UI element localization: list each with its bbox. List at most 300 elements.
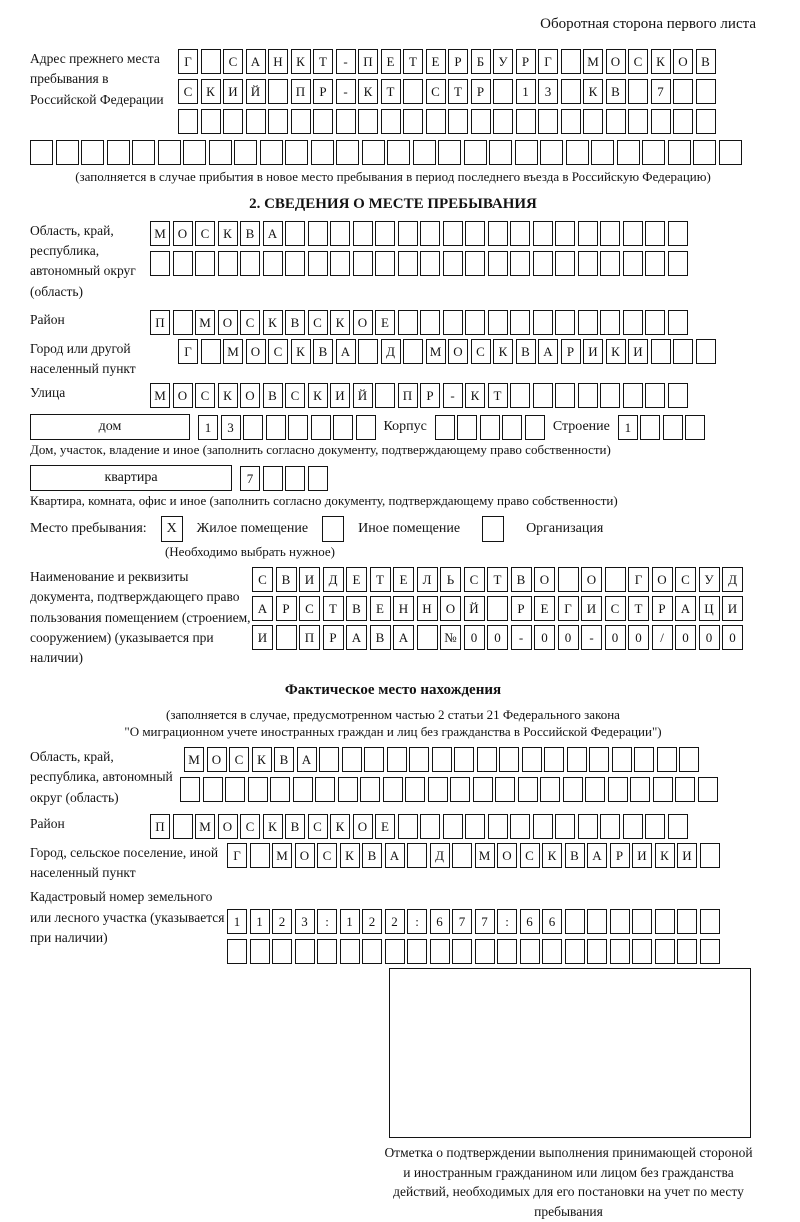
- char-cell[interactable]: [426, 109, 446, 134]
- char-cell[interactable]: [673, 79, 693, 104]
- char-cell[interactable]: [407, 939, 427, 964]
- char-cell[interactable]: Р: [511, 596, 532, 621]
- char-cell[interactable]: [464, 140, 487, 165]
- char-cell[interactable]: [407, 843, 427, 868]
- char-cell[interactable]: [398, 251, 418, 276]
- char-cell[interactable]: [655, 909, 675, 934]
- char-cell[interactable]: [566, 140, 589, 165]
- char-cell[interactable]: Е: [393, 567, 414, 592]
- char-cell[interactable]: [565, 909, 585, 934]
- char-cell[interactable]: [360, 777, 380, 802]
- char-cell[interactable]: С: [240, 310, 260, 335]
- char-cell[interactable]: [336, 109, 356, 134]
- char-cell[interactable]: [623, 383, 643, 408]
- char-cell[interactable]: [663, 415, 683, 440]
- char-cell[interactable]: К: [201, 79, 221, 104]
- char-cell[interactable]: [158, 140, 181, 165]
- char-cell[interactable]: [540, 777, 560, 802]
- char-cell[interactable]: Д: [381, 339, 401, 364]
- char-cell[interactable]: [132, 140, 155, 165]
- char-cell[interactable]: Р: [276, 596, 297, 621]
- char-cell[interactable]: [203, 777, 223, 802]
- char-cell[interactable]: 3: [221, 415, 241, 440]
- char-cell[interactable]: С: [605, 596, 626, 621]
- char-cell[interactable]: 7: [240, 466, 260, 491]
- char-cell[interactable]: -: [443, 383, 463, 408]
- char-cell[interactable]: К: [465, 383, 485, 408]
- char-cell[interactable]: [679, 747, 699, 772]
- char-cell[interactable]: [533, 221, 553, 246]
- char-cell[interactable]: [642, 140, 665, 165]
- char-cell[interactable]: [330, 251, 350, 276]
- char-cell[interactable]: [465, 814, 485, 839]
- char-cell[interactable]: [668, 140, 691, 165]
- char-cell[interactable]: Г: [178, 49, 198, 74]
- char-cell[interactable]: [533, 814, 553, 839]
- char-cell[interactable]: В: [565, 843, 585, 868]
- char-cell[interactable]: [263, 466, 283, 491]
- char-cell[interactable]: В: [313, 339, 333, 364]
- char-cell[interactable]: [634, 747, 654, 772]
- char-cell[interactable]: Е: [381, 49, 401, 74]
- char-cell[interactable]: Е: [534, 596, 555, 621]
- char-cell[interactable]: О: [240, 383, 260, 408]
- char-cell[interactable]: [578, 310, 598, 335]
- char-cell[interactable]: [201, 109, 221, 134]
- char-cell[interactable]: М: [223, 339, 243, 364]
- char-cell[interactable]: [587, 909, 607, 934]
- char-cell[interactable]: И: [330, 383, 350, 408]
- char-cell[interactable]: С: [628, 49, 648, 74]
- char-cell[interactable]: [417, 625, 438, 650]
- char-cell[interactable]: [540, 140, 563, 165]
- char-cell[interactable]: [497, 939, 517, 964]
- char-cell[interactable]: В: [274, 747, 294, 772]
- char-cell[interactable]: -: [511, 625, 532, 650]
- char-cell[interactable]: П: [150, 310, 170, 335]
- char-cell[interactable]: [645, 814, 665, 839]
- char-cell[interactable]: [477, 747, 497, 772]
- char-cell[interactable]: [522, 747, 542, 772]
- char-cell[interactable]: Р: [323, 625, 344, 650]
- char-cell[interactable]: С: [299, 596, 320, 621]
- char-cell[interactable]: М: [195, 814, 215, 839]
- char-cell[interactable]: И: [223, 79, 243, 104]
- char-cell[interactable]: Д: [430, 843, 450, 868]
- char-cell[interactable]: 1: [250, 909, 270, 934]
- char-cell[interactable]: [250, 939, 270, 964]
- char-cell[interactable]: [473, 777, 493, 802]
- char-cell[interactable]: О: [353, 310, 373, 335]
- char-cell[interactable]: О: [173, 383, 193, 408]
- char-cell[interactable]: [178, 109, 198, 134]
- char-cell[interactable]: К: [606, 339, 626, 364]
- char-cell[interactable]: [448, 109, 468, 134]
- char-cell[interactable]: [488, 221, 508, 246]
- char-cell[interactable]: П: [291, 79, 311, 104]
- char-cell[interactable]: В: [263, 383, 283, 408]
- char-cell[interactable]: [578, 221, 598, 246]
- char-cell[interactable]: 2: [385, 909, 405, 934]
- char-cell[interactable]: 1: [340, 909, 360, 934]
- char-cell[interactable]: С: [308, 814, 328, 839]
- char-cell[interactable]: 1: [198, 415, 218, 440]
- char-cell[interactable]: И: [632, 843, 652, 868]
- char-cell[interactable]: [480, 415, 500, 440]
- char-cell[interactable]: [330, 221, 350, 246]
- char-cell[interactable]: [246, 109, 266, 134]
- char-cell[interactable]: К: [291, 49, 311, 74]
- char-cell[interactable]: У: [699, 567, 720, 592]
- char-cell[interactable]: О: [246, 339, 266, 364]
- char-cell[interactable]: 0: [628, 625, 649, 650]
- char-cell[interactable]: [173, 814, 193, 839]
- char-cell[interactable]: [356, 415, 376, 440]
- char-cell[interactable]: Р: [313, 79, 333, 104]
- char-cell[interactable]: [398, 814, 418, 839]
- char-cell[interactable]: К: [651, 49, 671, 74]
- char-cell[interactable]: О: [207, 747, 227, 772]
- char-cell[interactable]: Р: [516, 49, 536, 74]
- char-cell[interactable]: М: [195, 310, 215, 335]
- char-cell[interactable]: [311, 415, 331, 440]
- char-cell[interactable]: [272, 939, 292, 964]
- char-cell[interactable]: [234, 140, 257, 165]
- char-cell[interactable]: [493, 79, 513, 104]
- char-cell[interactable]: 0: [534, 625, 555, 650]
- char-cell[interactable]: А: [393, 625, 414, 650]
- char-cell[interactable]: [561, 79, 581, 104]
- char-cell[interactable]: О: [218, 310, 238, 335]
- char-cell[interactable]: [696, 79, 716, 104]
- char-cell[interactable]: [293, 777, 313, 802]
- char-cell[interactable]: [428, 777, 448, 802]
- char-cell[interactable]: [338, 777, 358, 802]
- char-cell[interactable]: [587, 939, 607, 964]
- char-cell[interactable]: [313, 109, 333, 134]
- char-cell[interactable]: В: [346, 596, 367, 621]
- char-cell[interactable]: Н: [417, 596, 438, 621]
- char-cell[interactable]: [510, 251, 530, 276]
- char-cell[interactable]: 7: [452, 909, 472, 934]
- char-cell[interactable]: [443, 814, 463, 839]
- char-cell[interactable]: 0: [487, 625, 508, 650]
- char-cell[interactable]: [311, 140, 334, 165]
- char-cell[interactable]: Р: [471, 79, 491, 104]
- char-cell[interactable]: [403, 339, 423, 364]
- char-cell[interactable]: 3: [295, 909, 315, 934]
- char-cell[interactable]: [319, 747, 339, 772]
- char-cell[interactable]: Г: [538, 49, 558, 74]
- char-cell[interactable]: И: [722, 596, 743, 621]
- char-cell[interactable]: [420, 310, 440, 335]
- char-cell[interactable]: [488, 251, 508, 276]
- char-cell[interactable]: [628, 79, 648, 104]
- char-cell[interactable]: М: [426, 339, 446, 364]
- char-cell[interactable]: 3: [538, 79, 558, 104]
- char-cell[interactable]: [502, 415, 522, 440]
- char-cell[interactable]: [585, 777, 605, 802]
- char-cell[interactable]: Р: [420, 383, 440, 408]
- char-cell[interactable]: С: [178, 79, 198, 104]
- char-cell[interactable]: :: [317, 909, 337, 934]
- char-cell[interactable]: [608, 777, 628, 802]
- char-cell[interactable]: [583, 109, 603, 134]
- char-cell[interactable]: [471, 109, 491, 134]
- char-cell[interactable]: [555, 310, 575, 335]
- char-cell[interactable]: Е: [346, 567, 367, 592]
- char-cell[interactable]: [450, 777, 470, 802]
- char-cell[interactable]: К: [252, 747, 272, 772]
- char-cell[interactable]: Т: [448, 79, 468, 104]
- char-cell[interactable]: [443, 221, 463, 246]
- char-cell[interactable]: [266, 415, 286, 440]
- char-cell[interactable]: [567, 747, 587, 772]
- char-cell[interactable]: [227, 939, 247, 964]
- char-cell[interactable]: Е: [375, 310, 395, 335]
- char-cell[interactable]: [563, 777, 583, 802]
- char-cell[interactable]: [495, 777, 515, 802]
- char-cell[interactable]: [398, 310, 418, 335]
- char-cell[interactable]: Г: [227, 843, 247, 868]
- char-cell[interactable]: У: [493, 49, 513, 74]
- char-cell[interactable]: [600, 383, 620, 408]
- char-cell[interactable]: [606, 109, 626, 134]
- char-cell[interactable]: [263, 251, 283, 276]
- char-cell[interactable]: [248, 777, 268, 802]
- char-cell[interactable]: [457, 415, 477, 440]
- char-cell[interactable]: [295, 939, 315, 964]
- char-cell[interactable]: [589, 747, 609, 772]
- char-cell[interactable]: [578, 383, 598, 408]
- char-cell[interactable]: [693, 140, 716, 165]
- char-cell[interactable]: К: [218, 221, 238, 246]
- stay-type-checkbox-residential[interactable]: X: [161, 516, 183, 542]
- char-cell[interactable]: М: [184, 747, 204, 772]
- char-cell[interactable]: [668, 383, 688, 408]
- char-cell[interactable]: [561, 49, 581, 74]
- char-cell[interactable]: В: [511, 567, 532, 592]
- char-cell[interactable]: О: [673, 49, 693, 74]
- char-cell[interactable]: П: [299, 625, 320, 650]
- char-cell[interactable]: Т: [381, 79, 401, 104]
- char-cell[interactable]: [510, 814, 530, 839]
- char-cell[interactable]: О: [606, 49, 626, 74]
- char-cell[interactable]: [578, 814, 598, 839]
- char-cell[interactable]: В: [285, 310, 305, 335]
- char-cell[interactable]: 0: [722, 625, 743, 650]
- char-cell[interactable]: М: [150, 383, 170, 408]
- char-cell[interactable]: 7: [475, 909, 495, 934]
- char-cell[interactable]: [651, 339, 671, 364]
- char-cell[interactable]: [173, 251, 193, 276]
- char-cell[interactable]: [432, 747, 452, 772]
- char-cell[interactable]: Е: [426, 49, 446, 74]
- char-cell[interactable]: [180, 777, 200, 802]
- char-cell[interactable]: [288, 415, 308, 440]
- char-cell[interactable]: [555, 383, 575, 408]
- char-cell[interactable]: [578, 251, 598, 276]
- char-cell[interactable]: [668, 310, 688, 335]
- char-cell[interactable]: О: [173, 221, 193, 246]
- char-cell[interactable]: О: [652, 567, 673, 592]
- char-cell[interactable]: [605, 567, 626, 592]
- stay-type-checkbox-other[interactable]: [322, 516, 344, 542]
- char-cell[interactable]: 2: [362, 909, 382, 934]
- char-cell[interactable]: [610, 909, 630, 934]
- char-cell[interactable]: [632, 909, 652, 934]
- char-cell[interactable]: М: [475, 843, 495, 868]
- char-cell[interactable]: Н: [268, 49, 288, 74]
- char-cell[interactable]: [475, 939, 495, 964]
- char-cell[interactable]: Р: [448, 49, 468, 74]
- char-cell[interactable]: С: [471, 339, 491, 364]
- char-cell[interactable]: [225, 777, 245, 802]
- char-cell[interactable]: [315, 777, 335, 802]
- char-cell[interactable]: [291, 109, 311, 134]
- char-cell[interactable]: К: [308, 383, 328, 408]
- char-cell[interactable]: [385, 939, 405, 964]
- char-cell[interactable]: А: [675, 596, 696, 621]
- char-cell[interactable]: [358, 339, 378, 364]
- char-cell[interactable]: 0: [675, 625, 696, 650]
- char-cell[interactable]: С: [426, 79, 446, 104]
- char-cell[interactable]: [488, 814, 508, 839]
- char-cell[interactable]: [489, 140, 512, 165]
- char-cell[interactable]: [340, 939, 360, 964]
- char-cell[interactable]: 6: [542, 909, 562, 934]
- char-cell[interactable]: В: [370, 625, 391, 650]
- char-cell[interactable]: [493, 109, 513, 134]
- char-cell[interactable]: [653, 777, 673, 802]
- char-cell[interactable]: О: [295, 843, 315, 868]
- char-cell[interactable]: [538, 109, 558, 134]
- char-cell[interactable]: [555, 814, 575, 839]
- char-cell[interactable]: [420, 251, 440, 276]
- char-cell[interactable]: О: [534, 567, 555, 592]
- char-cell[interactable]: М: [272, 843, 292, 868]
- char-cell[interactable]: [677, 939, 697, 964]
- char-cell[interactable]: 0: [464, 625, 485, 650]
- char-cell[interactable]: [465, 310, 485, 335]
- char-cell[interactable]: И: [252, 625, 273, 650]
- char-cell[interactable]: В: [362, 843, 382, 868]
- char-cell[interactable]: О: [497, 843, 517, 868]
- char-cell[interactable]: Е: [375, 814, 395, 839]
- char-cell[interactable]: [555, 221, 575, 246]
- char-cell[interactable]: С: [240, 814, 260, 839]
- char-cell[interactable]: С: [317, 843, 337, 868]
- char-cell[interactable]: [107, 140, 130, 165]
- char-cell[interactable]: [677, 909, 697, 934]
- char-cell[interactable]: К: [358, 79, 378, 104]
- char-cell[interactable]: А: [346, 625, 367, 650]
- char-cell[interactable]: [387, 140, 410, 165]
- char-cell[interactable]: [443, 251, 463, 276]
- char-cell[interactable]: [317, 939, 337, 964]
- char-cell[interactable]: [250, 843, 270, 868]
- char-cell[interactable]: Д: [722, 567, 743, 592]
- char-cell[interactable]: Д: [323, 567, 344, 592]
- char-cell[interactable]: И: [677, 843, 697, 868]
- char-cell[interactable]: [362, 140, 385, 165]
- char-cell[interactable]: И: [583, 339, 603, 364]
- char-cell[interactable]: [499, 747, 519, 772]
- char-cell[interactable]: Ц: [699, 596, 720, 621]
- char-cell[interactable]: С: [268, 339, 288, 364]
- char-cell[interactable]: [700, 909, 720, 934]
- char-cell[interactable]: Н: [393, 596, 414, 621]
- char-cell[interactable]: К: [655, 843, 675, 868]
- char-cell[interactable]: [600, 251, 620, 276]
- char-cell[interactable]: [668, 221, 688, 246]
- char-cell[interactable]: С: [285, 383, 305, 408]
- char-cell[interactable]: С: [675, 567, 696, 592]
- char-cell[interactable]: [413, 140, 436, 165]
- char-cell[interactable]: [668, 251, 688, 276]
- char-cell[interactable]: А: [385, 843, 405, 868]
- char-cell[interactable]: [403, 79, 423, 104]
- char-cell[interactable]: [375, 251, 395, 276]
- char-cell[interactable]: [285, 140, 308, 165]
- char-cell[interactable]: А: [263, 221, 283, 246]
- char-cell[interactable]: №: [440, 625, 461, 650]
- char-cell[interactable]: [525, 415, 545, 440]
- char-cell[interactable]: [630, 777, 650, 802]
- char-cell[interactable]: [600, 221, 620, 246]
- char-cell[interactable]: [353, 251, 373, 276]
- char-cell[interactable]: А: [246, 49, 266, 74]
- char-cell[interactable]: О: [448, 339, 468, 364]
- char-cell[interactable]: [364, 747, 384, 772]
- char-cell[interactable]: 0: [605, 625, 626, 650]
- char-cell[interactable]: [520, 939, 540, 964]
- char-cell[interactable]: 0: [558, 625, 579, 650]
- char-cell[interactable]: [465, 251, 485, 276]
- char-cell[interactable]: К: [218, 383, 238, 408]
- char-cell[interactable]: А: [252, 596, 273, 621]
- char-cell[interactable]: [183, 140, 206, 165]
- char-cell[interactable]: [675, 777, 695, 802]
- char-cell[interactable]: [201, 49, 221, 74]
- char-cell[interactable]: [533, 383, 553, 408]
- char-cell[interactable]: [362, 939, 382, 964]
- char-cell[interactable]: [454, 747, 474, 772]
- char-cell[interactable]: [358, 109, 378, 134]
- registration-mark-box[interactable]: [389, 968, 751, 1138]
- char-cell[interactable]: [452, 843, 472, 868]
- char-cell[interactable]: [308, 221, 328, 246]
- char-cell[interactable]: [698, 777, 718, 802]
- char-cell[interactable]: В: [276, 567, 297, 592]
- char-cell[interactable]: Й: [246, 79, 266, 104]
- char-cell[interactable]: [56, 140, 79, 165]
- char-cell[interactable]: [443, 310, 463, 335]
- char-cell[interactable]: [420, 221, 440, 246]
- char-cell[interactable]: 7: [651, 79, 671, 104]
- char-cell[interactable]: [544, 747, 564, 772]
- char-cell[interactable]: [381, 109, 401, 134]
- char-cell[interactable]: [612, 747, 632, 772]
- char-cell[interactable]: [270, 777, 290, 802]
- char-cell[interactable]: М: [150, 221, 170, 246]
- char-cell[interactable]: [600, 310, 620, 335]
- char-cell[interactable]: [561, 109, 581, 134]
- char-cell[interactable]: [510, 383, 530, 408]
- char-cell[interactable]: [150, 251, 170, 276]
- char-cell[interactable]: [651, 109, 671, 134]
- char-cell[interactable]: [696, 109, 716, 134]
